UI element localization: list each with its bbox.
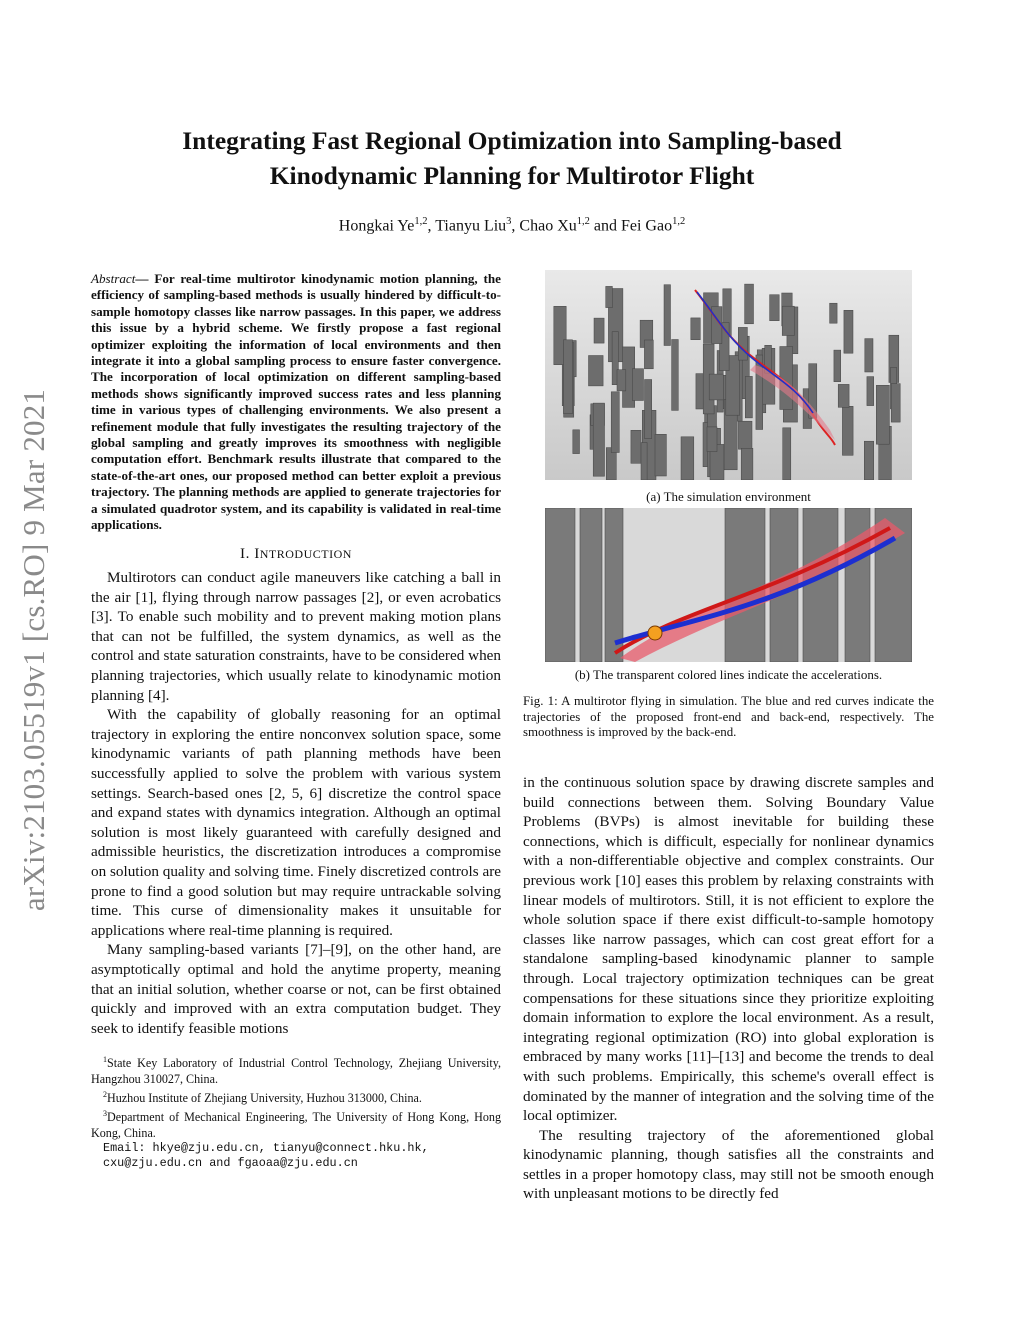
- abstract-text: — For real-time multirotor kinodynamic motion planning, the efficiency of sampling-based methods is usually hindered by difficult-to-sample homotopy classes like narrow passages. In this paper, we address this issue by a hybrid scheme. We firstly propose a fast regional optimizer exploiting the information of local environments and then integrate it into a global sampling process to ensure faster convergence. The incorporation of local optimization on different sampling-based methods shows significantly improved success rates and less planning time in various types of challenging environments. We also present a refinement module that fully investigates the resulting trajectory of the global sampling and greatly improves its smoothness with negligible computation effort. Benchmark results illustrate that compared to the state-of-the-art ones, our proposed method can better exploit a previous trajectory. The planning methods are applied to generate trajectories for a simulated quadrotor system, and its capability is validated in real-time applications.: [91, 271, 501, 533]
- arxiv-identifier: arXiv:2103.05519v1 [cs.RO] 9 Mar 2021: [16, 388, 51, 912]
- obstacle-pillar: [803, 508, 838, 662]
- obstacle-pillar: [645, 380, 652, 439]
- obstacle-pillar: [593, 403, 604, 476]
- author-affiliation: 1,2: [672, 216, 686, 227]
- obstacle-pillar: [563, 340, 572, 414]
- obstacle-pillar: [631, 430, 641, 463]
- obstacle-pillar: [672, 340, 679, 411]
- author-name: Chao Xu: [519, 217, 577, 235]
- obstacle-pillar: [783, 428, 791, 480]
- paper-title: [100, 123, 924, 193]
- footnotes: [91, 1052, 501, 1171]
- author-affiliation: 1,2: [576, 216, 590, 227]
- author-affiliation: 3: [506, 216, 512, 227]
- arxiv-watermark: [12, 340, 56, 960]
- obstacle-pillar: [573, 430, 580, 454]
- body-paragraph: in the continuous solution space by drawing discrete samples and build connections between them. Solving Boundary Value Problems (BVPs) is almost inevitable for building these connections, which is difficult, especially for nonlinear dynamics with a non-differentiable objective and complex constraints. Our previous work [10] eases this problem by relaxing constraints with linear models of multirotors. Still, it is not efficient to explore the whole solution space if there exist difficult-to-sample homotopy classes like narrow passages, which can cost great effort for a standalone sampling-based kinodynamic planner to sample through. Local trajectory optimization techniques can be great compensations for these situations since they prioritize exploiting domain information to explore the local environment. As a result, integrating regional optimization (RO) into global exploration is embraced by many works [11]–[13] and become the trends to deal with such problems. Empirically, this scheme's overall effect is dominated by the manner of integration and the solving time of the local optimizer.: [523, 774, 934, 1125]
- figure-simulation-environment: [545, 270, 912, 480]
- author-name: Fei Gao: [620, 217, 673, 235]
- obstacle-pillar: [865, 339, 873, 372]
- subcaption-a: (a) The simulation environment: [646, 489, 811, 504]
- body-paragraph: Many sampling-based variants [7]–[9], on the other hand, are asymptotically optimal and hold the anytime property, meaning that an initial solution, whether coarse or not, can be first obtained quickly and improved with an extra computation budget. They seek to identify feasible motions: [91, 941, 501, 1037]
- section-heading-introduction: I. INTRODUCTION: [240, 544, 352, 562]
- subcaption-b: (b) The transparent colored lines indicate the accelerations.: [574, 667, 883, 682]
- obstacle-pillar: [725, 508, 765, 662]
- author-name: Tianyu Liu: [435, 217, 507, 235]
- obstacle-pillar: [632, 369, 643, 401]
- obstacle-pillar: [770, 295, 780, 321]
- author-list: Hongkai Ye$^{1,2}$, Tianyu Liu$^3$, Chao Xu$^{1,2}$ and Fei Gao$^{1,2}$: [338, 216, 686, 235]
- obstacle-pillar: [745, 376, 752, 418]
- author-name: Hongkai Ye: [338, 217, 415, 235]
- obstacle-pillar: [738, 327, 747, 360]
- right-column: [523, 773, 934, 1204]
- body-paragraph: With the capability of globally reasoning for an optimal trajectory in exploring the entire nonconvex solution space, some kinodynamic variants of path planning methods have been successfully applied to solve the problem with various system settings. Search-based ones [2, 5, 6] discretize the control space and expand states with dynamics integration. Although an optimal solution is most likely guaranteed with carefully designed and admissible heuristics, the discretization introduces a compromise on solution quality and solving time. Finely discretized controls are prone to find a good solution but may require untrackable solving time. This curse of dimensionality makes it unsuitable for applications where real-time planning is required.: [91, 706, 501, 939]
- obstacle-pillar: [864, 441, 873, 480]
- obstacle-pillar: [641, 443, 647, 480]
- multirotor-marker: [648, 626, 662, 640]
- obstacle-pillar: [589, 356, 604, 386]
- footnote: $^2$Huzhou Institute of Zhejiang University, Huzhou 313000, China.: [103, 1089, 422, 1105]
- obstacle-pillar: [844, 310, 853, 353]
- obstacle-pillar: [580, 508, 602, 662]
- footnote: $^3$Department of Mechanical Engineering, The University of Hong Kong, Hong Kong, China.: [91, 1109, 501, 1140]
- obstacle-pillar: [738, 421, 752, 449]
- left-column: [91, 271, 501, 1172]
- obstacle-pillar: [655, 434, 666, 476]
- obstacle-pillar: [664, 285, 671, 346]
- obstacle-pillar: [867, 377, 874, 406]
- obstacle-pillar: [834, 350, 841, 382]
- obstacle-pillar: [606, 286, 613, 307]
- obstacle-pillar: [611, 392, 619, 453]
- obstacle-pillar: [681, 437, 694, 480]
- email-line: cxu@zju.edu.cn and fgaoaa@zju.edu.cn: [103, 1156, 358, 1171]
- figure-caption: Fig. 1: A multirotor flying in simulation. The blue and red curves indicate the trajectories of the proposed front-end and back-end, respectively. The smoothness is improved by the back-end.: [523, 694, 934, 740]
- abstract: [91, 271, 501, 534]
- obstacle-pillar: [707, 427, 717, 452]
- obstacle-pillar: [830, 303, 838, 323]
- figure-accelerations: [545, 508, 912, 662]
- obstacle-pillar: [745, 284, 754, 324]
- obstacle-pillar: [876, 385, 889, 444]
- obstacle-pillar: [891, 384, 900, 423]
- obstacle-pillar: [545, 508, 575, 662]
- obstacle-pillar: [617, 370, 626, 391]
- obstacle-pillar: [644, 340, 653, 369]
- obstacle-pillar: [838, 384, 849, 407]
- title-line-1: Integrating Fast Regional Optimization into Sampling-based: [182, 126, 842, 155]
- email-line: Email: hkye@zju.edu.cn, tianyu@connect.hku.hk,: [103, 1140, 429, 1155]
- obstacle-pillar: [594, 318, 604, 343]
- body-paragraph: Multirotors can conduct agile maneuvers like catching a ball in the air [1], flying through narrow passages [2], or even acrobatics [3]. To enable such mobility and to prevent making motion plans that can not be fulfilled, the system dynamics, as well as the control and state saturation constraints, have to be considered when planning trajectories, which usually relate to kinodynamic motion planning [4].: [91, 569, 501, 704]
- footnote: $^1$State Key Laboratory of Industrial Control Technology, Zhejiang University, Hangzhou 310027, China.: [91, 1055, 501, 1086]
- obstacle-pillar: [842, 406, 853, 455]
- author-affiliation: 1,2: [414, 216, 428, 227]
- obstacle-pillar: [691, 318, 701, 340]
- obstacle-pillar: [782, 306, 794, 335]
- title-line-2: Kinodynamic Planning for Multirotor Flight: [269, 161, 755, 190]
- obstacle-pillar: [741, 448, 753, 480]
- obstacle-pillar: [709, 374, 723, 400]
- abstract-label: Abstract: [91, 271, 136, 286]
- body-paragraph: The resulting trajectory of the aforementioned global kinodynamic planning, though satisfies all the constraints and settles in a proper homotopy class, may still not be smooth enough with unpleasant motions to be directly fed: [523, 1126, 934, 1203]
- obstacle-pillars: [545, 508, 912, 662]
